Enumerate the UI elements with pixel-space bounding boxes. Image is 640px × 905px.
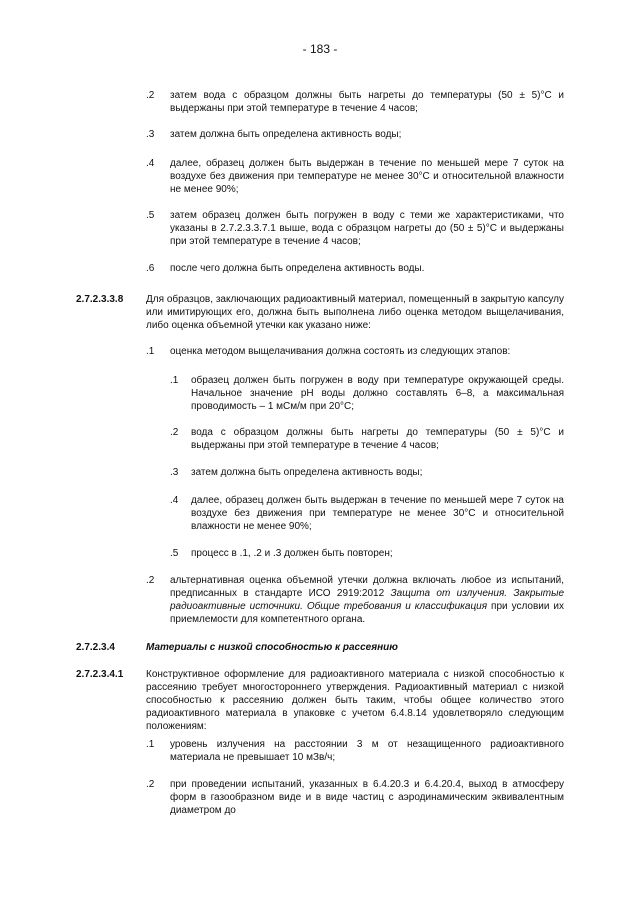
text-run: альтернативная оценка объемной утечки должна включать любое из испытаний, предписанных в стандарте ИСО 2919:2012 — [170, 575, 564, 599]
list-item-text: затем вода с образцом должны быть нагреты до температуры (50 ± 5)°С и выдержаны при этой температуре в течение 4 часов; — [170, 90, 564, 114]
list-item-text: далее, образец должен быть выдержан в течение по меньшей мере 7 суток на воздухе без движения при температуре не менее 30°С и относительной влажности не менее 90%; — [170, 158, 564, 195]
item-number: .2 — [146, 90, 155, 101]
item-number: .3 — [146, 129, 155, 140]
subitem-text: далее, образец должен быть выдержан в течение по меньшей мере 7 суток на воздухе без движения при температуре не менее 30°С и относительной влажности не менее 90%; — [191, 495, 564, 532]
item-number: .5 — [146, 210, 155, 221]
list-item-text: затем должна быть определена активность воды; — [170, 129, 402, 140]
subitem-text: процесс в .1, .2 и .3 должен быть повторен; — [191, 548, 393, 559]
list-item-text — [170, 574, 564, 626]
section-number: 2.7.2.3.4 — [76, 642, 115, 653]
list-item-text: оценка методом выщелачивания должна состоять из следующих этапов: — [170, 346, 511, 357]
subitem-text: образец должен быть погружен в воду при температуре окружающей среды. Начальное значение pH воды должно составлять 6–8, а максимальная проводимость – 1 мСм/м при 20°С; — [191, 375, 564, 412]
list-item-text: после чего должна быть определена активность воды. — [170, 263, 425, 274]
section-number: 2.7.2.3.3.8 — [76, 294, 124, 305]
item-number: .2 — [146, 779, 155, 790]
section-number: 2.7.2.3.4.1 — [76, 669, 124, 680]
item-number: .2 — [146, 575, 155, 586]
subitem-text: затем должна быть определена активность воды; — [191, 467, 423, 478]
list-item-text: затем образец должен быть погружен в воду с теми же характеристиками, что указаны в 2.7.2.3.3.7.1 выше, вода с образцом нагреты до (50 ± 5)°С и выдержаны при этой температуре в течение 4 часов; — [170, 210, 564, 247]
standard-title: Защита от излучения. Закрытые радиоактивные источники. Общие требования и классификация — [170, 588, 564, 612]
subitem-text: вода с образцом должны быть нагреты до температуры (50 ± 5)°С и выдержаны при этой температуре в течение 4 часов; — [191, 427, 564, 451]
subitem-number: .2 — [170, 427, 179, 438]
list-item-text: при проведении испытаний, указанных в 6.4.20.3 и 6.4.20.4, выход в атмосферу форм в газообразном виде и в виде частиц с аэродинамическим эквивалентным диаметром до — [170, 779, 564, 816]
page-number: - 183 - — [302, 42, 338, 56]
subitem-number: .3 — [170, 467, 179, 478]
item-number: .1 — [146, 739, 155, 750]
subitem-number: .5 — [170, 548, 179, 559]
section-text: Для образцов, заключающих радиоактивный материал, помещенный в закрытую капсулу или имитирующих его, должна быть выполнена либо оценка методом выщелачивания, либо оценка объемной утечки как указано ниже: — [146, 294, 564, 331]
text-run: при условии их приемлемости для компетентного органа. — [170, 601, 564, 625]
subitem-number: .1 — [170, 375, 179, 386]
section-heading: Материалы с низкой способностью к рассеянию — [146, 642, 398, 653]
item-number: .4 — [146, 158, 155, 169]
list-item-text: уровень излучения на расстоянии 3 м от незащищенного радиоактивного материала не превышает 10 мЗв/ч; — [170, 739, 564, 763]
section-text: Конструктивное оформление для радиоактивного материала с низкой способностью к рассеянию требует многостороннего утверждения. Радиоактивный материал с низкой способностью к рассеянию должен быть таким, чтобы общее количество этого радиоактивного материала в упаковке с учетом 6.4.8.14 удовлетворяло следующим положениям: — [146, 669, 564, 732]
item-number: .1 — [146, 346, 155, 357]
subitem-number: .4 — [170, 495, 179, 506]
item-number: .6 — [146, 263, 155, 274]
